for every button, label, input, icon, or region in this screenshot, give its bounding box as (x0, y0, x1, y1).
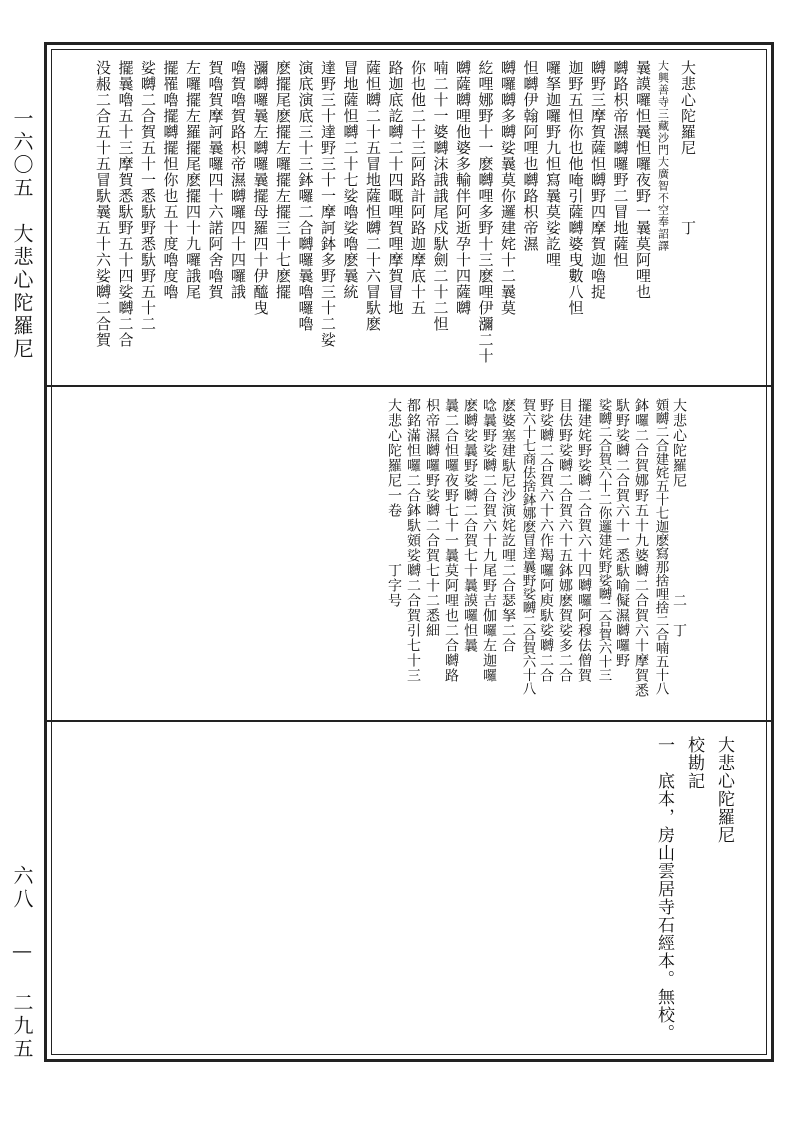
margin-page-number: 六八 — 二九五 (10, 865, 34, 1061)
panel2-column: 頞嚩二合建姹五十七迦麽寫那捨哩捨二合喃五十八 (652, 398, 669, 695)
panel-divider-2 (47, 720, 771, 722)
panel1-column: 喃二十一婆嚩沫誐誐尾戍馱劍二十二怛 (431, 60, 450, 332)
panel1-column: 賀嚕賀摩訶曩囉四十六諾阿舍嚕賀 (206, 60, 225, 300)
panel2-column: 擺建姹野娑嚩二合賀六十四嚩囉阿穆佉僧賀 (576, 398, 592, 683)
panel2-column: 麽婆塞建馱尼沙演姹訖哩二合瑟拏二合 (500, 398, 516, 653)
panel-top (60, 60, 760, 380)
panel1-column: 達野三十達野三十一摩訶鉢多野三十二娑 (319, 60, 337, 348)
panel1-column: 薩怛嚩二十五冒地薩怛嚩二十六冒馱麽 (364, 60, 382, 332)
panel1-column: 没赧二合五十五冒馱曩五十六娑嚩二合賀 (94, 60, 112, 348)
panel1-column: 你也他二十三阿路計阿路迦摩底十五 (409, 60, 427, 316)
panel1-column: 紇哩娜野十一麽嚩哩多野十三麽哩伊瀰二十 (476, 60, 495, 364)
panel1-column: 麽擺尾麽擺左囉擺左擺三十七麽擺 (274, 60, 292, 300)
panel2-column: 大悲心陀羅尼一卷 丁字号 (386, 398, 402, 608)
panel1-column: 瀰嚩囉曩左嚩囉曩擺母羅四十伊醯曳 (251, 60, 270, 316)
panel2-column: 馱野娑嚩二合賀六十一悉馱喻儗濕嚩囉野 (614, 398, 630, 668)
panel-middle (60, 398, 760, 718)
panel1-column: 演底演底三十三鉢囉二合嚩囉曩嚕囉嚕 (296, 60, 315, 332)
panel1-column: 迦野五怛你也他唵引薩嚩婆曳數八怛 (566, 60, 585, 316)
panel1-column: 嚩路枳帝濕嚩囉野二冒地薩怛 (611, 60, 630, 268)
panel2-column: 枳帝濕嚩囉野娑嚩二合賀七十二悉細 (424, 398, 440, 638)
panel1-column: 大興善寺三藏沙門大廣智不空奉詔譯 (656, 60, 670, 252)
panel2-column: 娑嚩二合賀六十二你邏建姹野娑嚩二合賀六十三 (595, 398, 612, 682)
panel2-column: 賀六十七商佉捨鉢娜麽冒達曩野娑嚩二合賀六十八 (519, 398, 536, 695)
panel1-column: 嚩野三摩賀薩怛嚩野四摩賀迦嚕捉 (589, 60, 607, 300)
panel1-column: 囉拏迦囉野九怛寫曩莫娑訖哩 (544, 60, 562, 268)
panel1-column: 擺罹嚕擺嚩擺怛你也五十度嚕度嚕 (161, 60, 180, 300)
panel2-column: 鉢囉二合賀娜野五十九婆嚩二合賀六十摩賀悉 (633, 398, 649, 698)
panel1-column: 擺曩嚕五十三摩賀悉馱野五十四娑嚩二合 (116, 60, 135, 348)
panel2-column: 麽嚩娑曩野娑嚩二合賀七十曩謨囉怛曩 (462, 398, 478, 653)
panel2-column: 大悲心陀羅尼 二 丁 (671, 398, 687, 638)
panel1-column: 嚩囉嚩多嚩娑曩莫你邏建姹十二曩莫 (499, 60, 517, 316)
panel1-column: 左囉擺左羅擺尾麽擺四十九囉誐尾 (184, 60, 202, 300)
margin-top-label: 一六〇五 大悲心陀羅尼 (10, 108, 34, 361)
panel1-column: 曩謨囉怛曩怛囉夜野一曩莫阿哩也 (634, 60, 652, 300)
panel2-column: 曩二合怛囉夜野七十一曩莫阿哩也二合嚩路 (443, 398, 459, 683)
panel1-column: 娑嚩二合賀五十一悉馱野悉馱野五十二 (139, 60, 157, 332)
panel1-column: 嚕賀嚕賀路枳帝濕嚩囉四十四囉誐 (229, 60, 247, 300)
panel-bottom (60, 736, 760, 1056)
panel1-column: 怛嚩伊翰阿哩也嚩路枳帝濕 (521, 60, 540, 252)
panel1-column: 嚩薩嚩哩他婆多輸伴阿逝孕十四薩嚩 (454, 60, 472, 316)
panel1-column: 冒地薩怛嚩二十七娑嚕娑嚕麽曩統 (341, 60, 360, 300)
panel3-column: 校勘記 (684, 736, 704, 790)
panel2-column: 唸曩野娑嚩二合賀六十九尾野吉伽囉左迦囉 (481, 398, 497, 683)
panel2-column: 野娑嚩二合賀六十六作羯囉阿庾馱娑嚩二合 (538, 398, 554, 683)
panel3-column: 一 底本，房山雲居寺石經本。無校。 (654, 736, 674, 1042)
panel2-column: 目佉野娑嚩二合賀六十五鉢娜麽賀娑多二合 (557, 398, 573, 683)
panel1-column: 路迦底訖嚩二十四嘅哩賀哩摩賀冒地 (386, 60, 405, 316)
panel3-column: 大悲心陀羅尼 (714, 736, 734, 844)
panel2-column: 都銘滿怛囉二合鉢馱頞娑嚩二合賀引七十三 (405, 398, 421, 683)
panel-divider-1 (47, 385, 771, 387)
panel1-column: 大悲心陀羅尼 丁 (679, 60, 697, 236)
